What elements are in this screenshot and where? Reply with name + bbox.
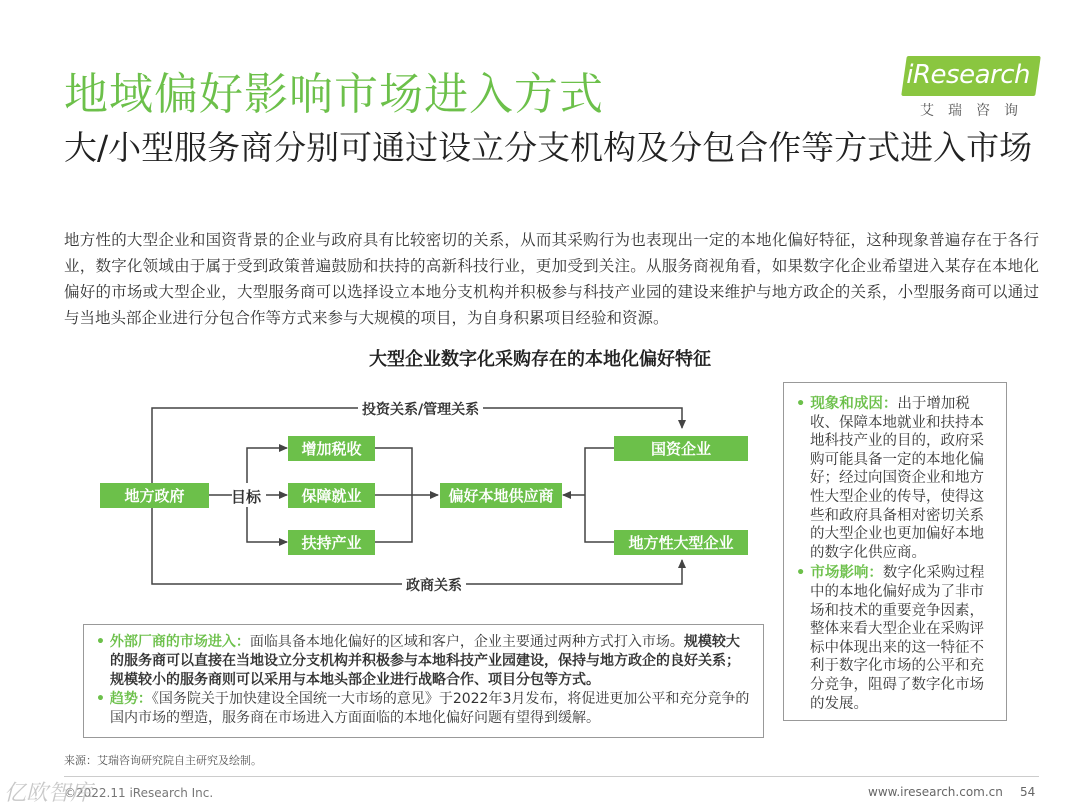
edge-gov-soe [152,408,682,483]
right-panel-item-impact: • 市场影响：数字化采购过程中的本地化偏好成为了非市场和技术的重要竞争因素，整体来看大型企业在采购评标中体现出来的这一特征不利于数字化市场的公平和充分竞争，阻碍了数字化市场的发展。 [796,565,985,712]
right-item1-head: 现象和成因 [810,396,883,412]
edge-goal-tax [247,448,287,483]
node-ensure-jobs: 保障就业 [288,483,375,508]
right-item2-head: 市场影响 [810,565,869,582]
node-support-industry: 扶持产业 [288,530,375,555]
page-title: 地域偏好影响市场进入方式 [64,69,604,120]
right-item1-text: 出于增加税收、保障本地就业和扶持本地科技产业的目的，政府采购可能具备一定的本地化偏好；经过向国资企业和地方性大型企业的传导，使得这些和政府具备相对密切关系的大型企业也更加偏好本地的数字化供应商。 [810,396,984,561]
diagram-title: 大型企业数字化采购存在的本地化偏好特征 [369,349,711,370]
bottom-panel-item-entry: • 外部厂商的市场进入：面临具备本地化偏好的区域和客户，企业主要通过两种方式打入市场。规模较大的服务商可以直接在当地设立分支机构并积极参与本地科技产业园建设，保持与地方政企的良好关系；规模较小的服务商则可以采用与本地头部企业进行战略合作、项目分包等方式。 [96,634,740,688]
right-item2-text: 数字化采购过程中的本地化偏好成为了非市场和技术的重要竞争因素，整体来看大型企业在采购评标中体现出来的这一特征不利于数字化市场的公平和充分竞争，阻碍了数字化市场的发展。 [810,565,985,712]
watermark: 亿欧智库 [4,781,93,806]
bottom-item2-text: 《国务院关于加快建设全国统一大市场的意见》于2022年3月发布，将促进更加公平和充分竞争的国内市场的塑造，服务商在市场进入方面面临的本地化偏好问题有望得到缓解。 [110,691,750,726]
footer-copyright: ©2022.11 iResearch Inc. [64,786,214,800]
page-number: 54 [1020,785,1036,799]
node-prefer-local-supplier: 偏好本地供应商 [440,483,562,508]
edge-label-govbiz: 政商关系 [402,575,466,595]
edge-goal-industry [247,507,287,542]
bottom-panel [83,624,764,738]
bottom-item1-text-a: 面临具备本地化偏好的区域和客户，企业主要通过两种方式打入市场。 [249,634,684,650]
node-state-owned: 国资企业 [614,436,748,461]
footer-divider [64,776,1039,777]
right-panel [783,382,1007,721]
edge-industry-merge [375,495,412,542]
node-local-government: 地方政府 [100,483,209,508]
edge-label-investment: 投资关系/管理关系 [358,399,483,419]
source-note: 来源：艾瑞咨询研究院自主研究及绘制。 [64,754,262,767]
bottom-item2-head: 趋势 [109,691,138,707]
edge-soe-merge [585,448,614,495]
edge-gov-local-large [152,507,682,584]
page-subtitle: 大/小型服务商分别可通过设立分支机构及分包合作等方式进入市场 [64,128,1033,167]
bottom-item1-text-b: 规模较大的服务商可以直接在当地设立分支机构并积极参与本地科技产业园建设，保持与地方政企的良好关系；规模较小的服务商则可以采用与本地头部企业进行战略合作、项目分包等方式。 [110,634,740,688]
node-local-large-enterprise: 地方性大型企业 [614,530,748,555]
intro-paragraph: 地方性的大型企业和国资背景的企业与政府具有比较密切的关系，从而其采购行为也表现出一定的本地化偏好特征，这种现象普遍存在于各行业，数字化领域由于属于受到政策普遍鼓励和扶持的高新科技行业，更加受到关注。从服务商视角看，如果数字化企业希望进入某存在本地化偏好的市场或大型企业，大型服务商可以选择设立本地分支机构并积极参与科技产业园的建设来维护与地方政企的关系，小型服务商可以通过与当地头部企业进行分包合作等方式来参与大规模的项目，为自身积累项目经验和资源。 [64,231,1039,327]
right-panel-item-cause: • 现象和成因：出于增加税收、保障本地就业和扶持本地科技产业的目的，政府采购可能具备一定的本地化偏好；经过向国资企业和地方性大型企业的传导，使得这些和政府具备相对密切关系的大型企业也更加偏好本地的数字化供应商。 [796,396,984,561]
edge-tax-merge [375,448,412,495]
logo-text: iResearch [906,60,1030,90]
logo-subtext: 艾瑞咨询 [920,103,1032,119]
footer-website[interactable]: www.iresearch.com.cn [868,785,1003,799]
node-increase-tax: 增加税收 [288,436,375,461]
bottom-item1-head: 外部厂商的市场进入 [109,634,236,650]
bottom-panel-item-trend: • 趋势：《国务院关于加快建设全国统一大市场的意见》于2022年3月发布，将促进更加公平和充分竞争的国内市场的塑造，服务商在市场进入方面面临的本地化偏好问题有望得到缓解。 [96,691,750,726]
edge-local-merge [585,495,614,542]
node-goal: 目标 [231,488,262,506]
